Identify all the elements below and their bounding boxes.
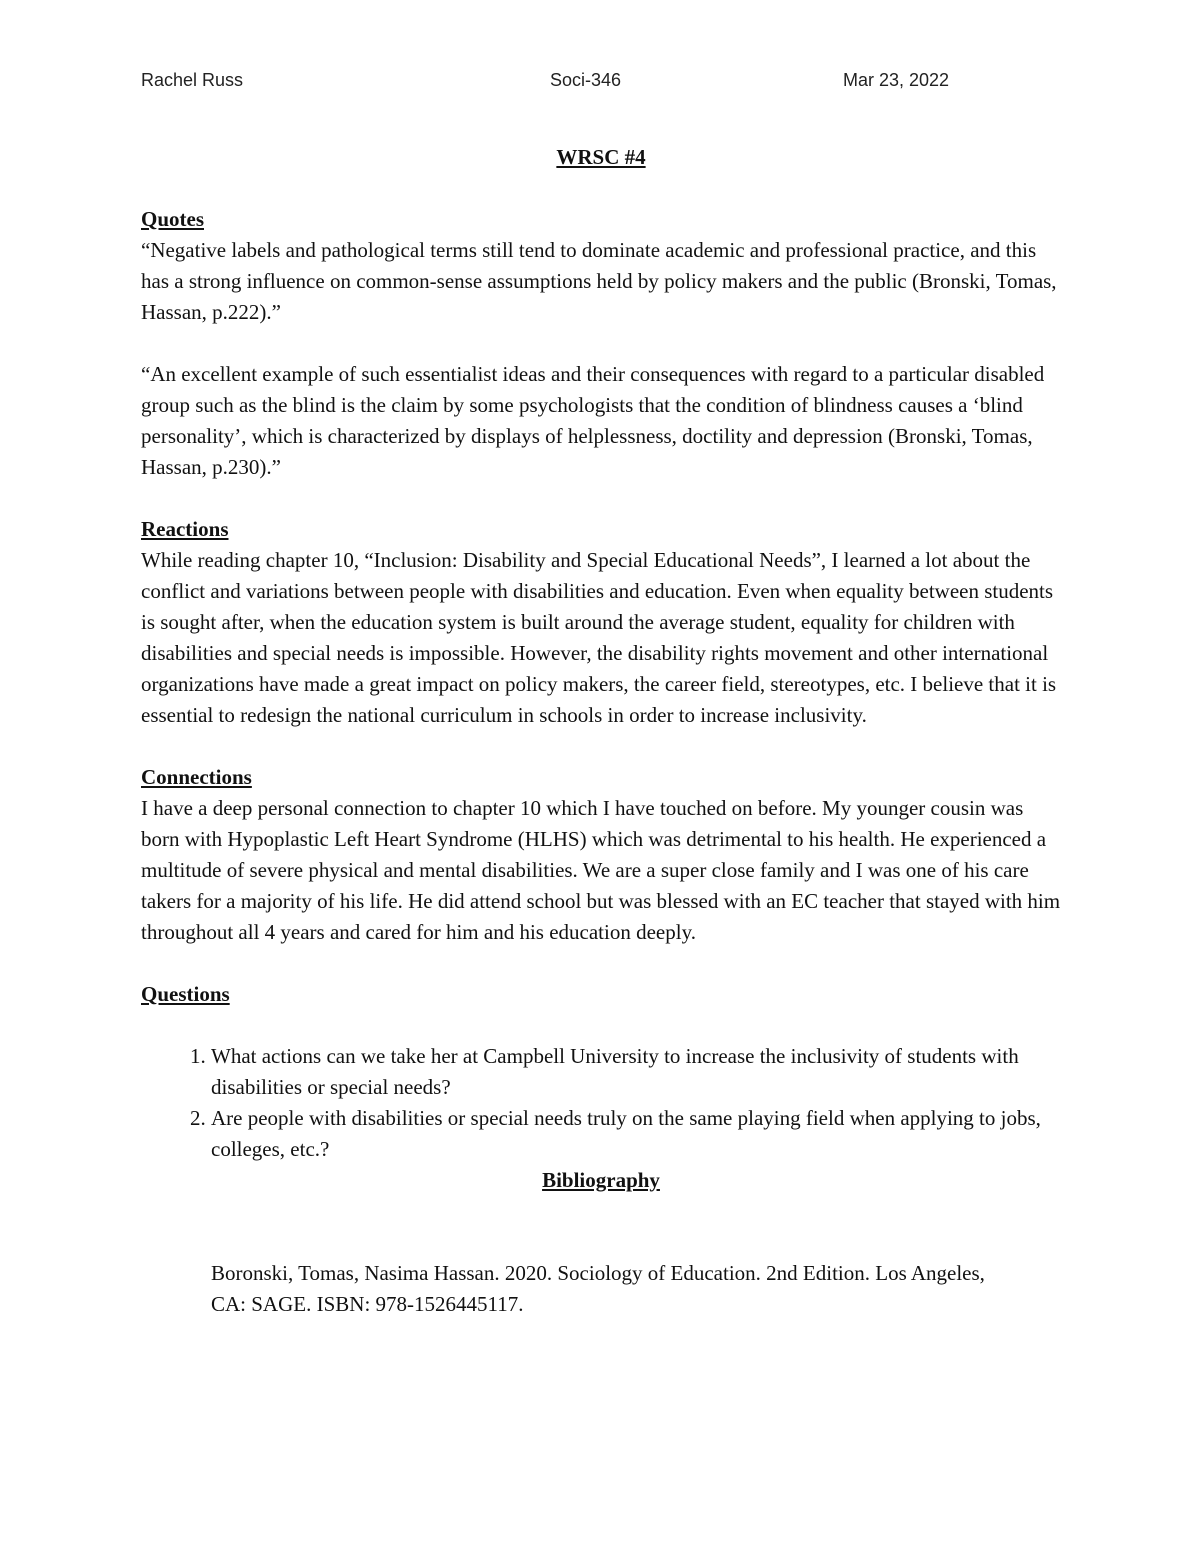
reactions-text: While reading chapter 10, “Inclusion: Disability and Special Educational Needs”, I learned a lot about the conflict and variations between people with disabilities and education. Even when equality between students is sought after, when the education system is built around the average student, equality for children with disabilities and special needs is impossible. However, the disability rights movement and other international organizations have made a great impact on policy makers, the career field, stereotypes, etc. I believe that it is essential to redesign the national curriculum in schools in order to increase inclusivity. — [141, 548, 1057, 727]
questions-heading: Questions — [141, 982, 230, 1006]
question-item-2: 2. Are people with disabilities or special needs truly on the same playing field when applying to jobs, colleges, etc.? — [211, 1103, 1061, 1165]
question-item-1: 1. What actions can we take her at Campbell University to increase the inclusivity of students with disabilities or special needs? — [211, 1041, 1061, 1103]
reactions-heading: Reactions — [141, 517, 229, 541]
quotes-heading: Quotes — [141, 207, 204, 231]
connections-text: I have a deep personal connection to chapter 10 which I have touched on before. My younger cousin was born with Hypoplastic Left Heart Syndrome (HLHS) which was detrimental to his health. He experienced a multitude of severe physical and mental disabilities. We are a super close family and I was one of his care takers for a majority of his life. He did attend school but was blessed with an EC teacher that stayed with him throughout all 4 years and cared for him and his education deeply. — [141, 796, 1061, 944]
connections-heading: Connections — [141, 765, 252, 789]
header-author: Rachel Russ — [141, 70, 244, 90]
questions-list — [141, 1041, 1061, 1165]
quote-1: “Negative labels and pathological terms still tend to dominate academic and professional practice, and this has a strong influence on common-sense assumptions held by policy makers and the public (Bronski, Tomas, Hassan, p.222).” — [141, 238, 1057, 324]
header-date: Mar 23, 2022 — [843, 70, 950, 90]
header-course: Soci-346 — [550, 70, 622, 90]
quote-2: “An excellent example of such essentialist ideas and their consequences with regard to a particular disabled group such as the blind is the claim by some psychologists that the condition of blindness causes a ‘blind personality’, which is characterized by displays of helplessness, doctility and depression (Bronski, Tomas, Hassan, p.230).” — [141, 362, 1045, 479]
bibliography-heading: Bibliography — [542, 1168, 660, 1192]
document-title: WRSC #4 — [556, 145, 646, 169]
bibliography-entry: Boronski, Tomas, Nasima Hassan. 2020. Sociology of Education. 2nd Edition. Los Angeles, CA: SAGE. ISBN: 978-1526445117. — [211, 1261, 985, 1316]
page-header — [141, 70, 1061, 98]
document-body — [141, 142, 1061, 1320]
